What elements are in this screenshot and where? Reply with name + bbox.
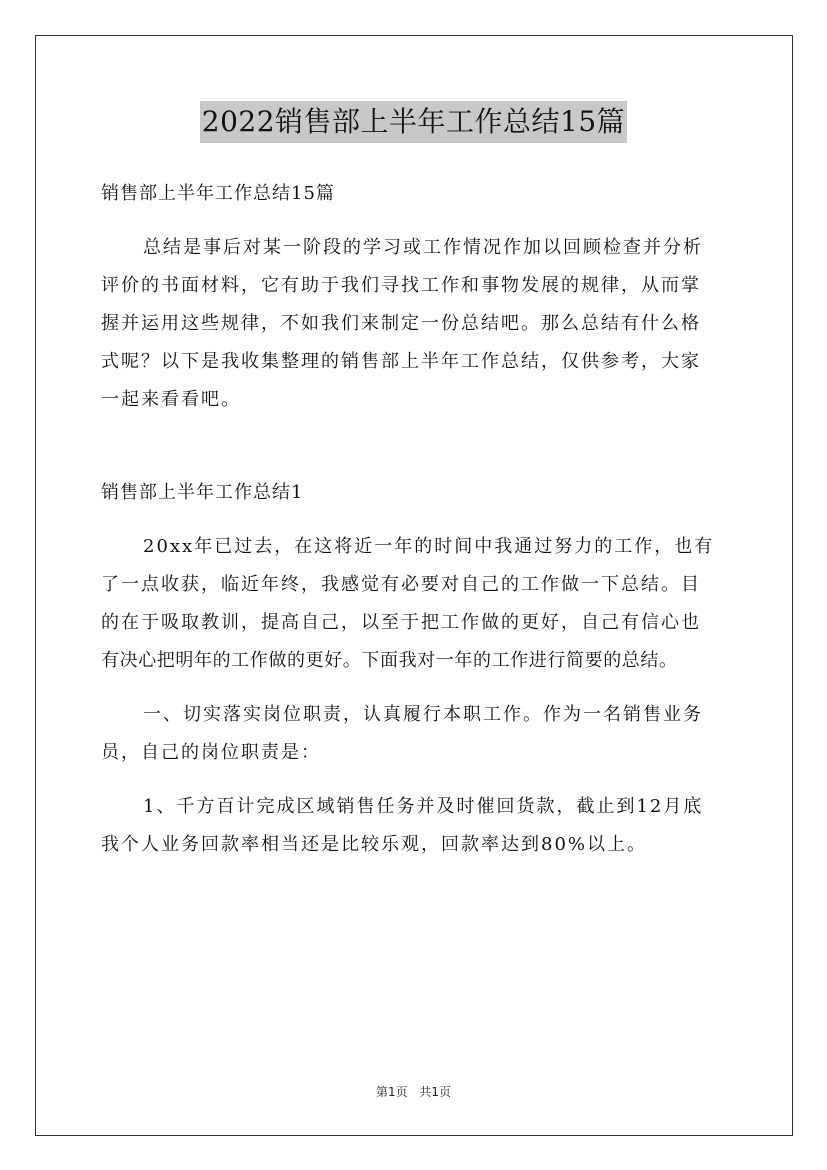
document-subtitle: 销售部上半年工作总结15篇 <box>101 183 335 204</box>
paragraph-line: 一、切实落实岗位职责，认真履行本职工作。作为一名销售业务 <box>143 704 703 725</box>
paragraph-line: 员，自己的岗位职责是： <box>101 742 321 763</box>
paragraph-line: 的在于吸取教训，提高自己，以至于把工作做的更好，自己有信心也 <box>101 612 701 633</box>
paragraph-line: 评价的书面材料，它有助于我们寻找工作和事物发展的规律，从而掌 <box>101 275 701 296</box>
page-footer <box>0 1083 827 1100</box>
title-wrap <box>0 101 827 143</box>
paragraph-line: 式呢？以下是我收集整理的销售部上半年工作总结，仅供参考，大家 <box>101 351 701 372</box>
intro-paragraph <box>101 229 741 419</box>
document-body <box>101 175 741 864</box>
page-number: 第1页 <box>375 1085 408 1099</box>
paragraph-line: 我个人业务回款率相当还是比较乐观，回款率达到80%以上。 <box>101 834 648 855</box>
document-title: 2022销售部上半年工作总结15篇 <box>200 101 627 143</box>
section-heading: 销售部上半年工作总结1 <box>101 482 304 503</box>
section-paragraph-3 <box>101 788 741 864</box>
page-total: 共1页 <box>419 1085 452 1099</box>
paragraph-line: 20xx年已过去，在这将近一年的时间中我通过努力的工作，也有 <box>143 536 715 557</box>
paragraph-line: 一起来看看吧。 <box>101 389 241 410</box>
paragraph-line: 1、千方百计完成区域销售任务并及时催回货款，截止到12月底 <box>143 796 704 817</box>
section-paragraph-1 <box>101 528 741 680</box>
paragraph-line: 握并运用这些规律，不如我们来制定一份总结吧。那么总结有什么格 <box>101 313 701 334</box>
paragraph-line: 有决心把明年的工作做的更好。下面我对一年的工作进行简要的总结。 <box>101 650 678 671</box>
paragraph-line: 总结是事后对某一阶段的学习或工作情况作加以回顾检查并分析 <box>143 237 703 258</box>
section-paragraph-2 <box>101 696 741 772</box>
paragraph-line: 了一点收获，临近年终，我感觉有必要对自己的工作做一下总结。目 <box>101 574 701 595</box>
